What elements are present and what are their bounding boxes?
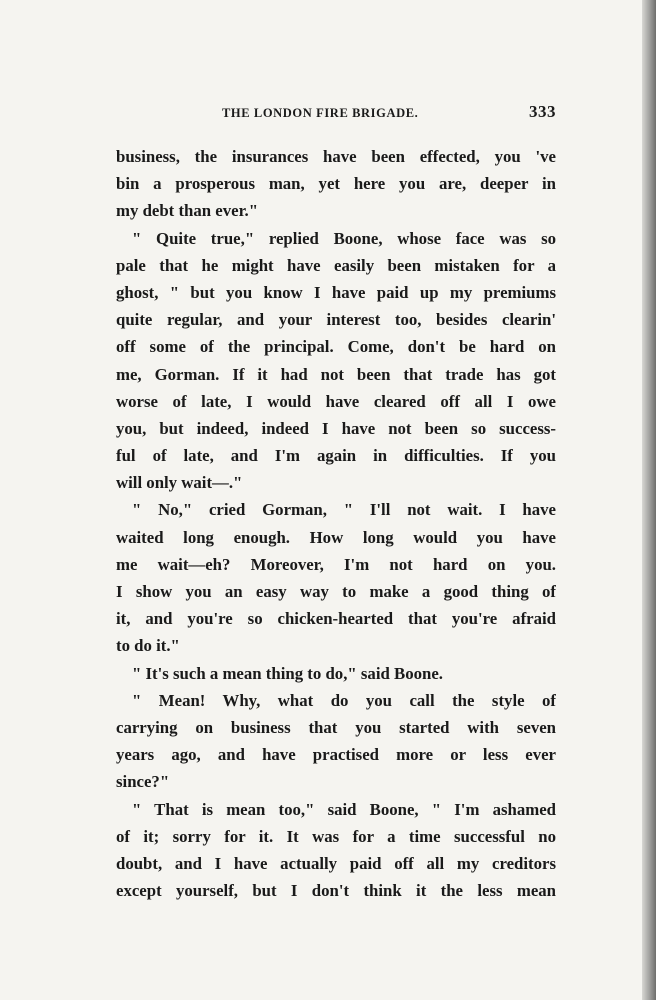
text-line: " Mean! Why, what do you call the style of bbox=[132, 690, 556, 710]
text-line: me wait—eh? Moreover, I'm not hard on you. bbox=[116, 554, 556, 574]
body-text bbox=[116, 143, 556, 904]
text-line: " It's such a mean thing to do," said Boone. bbox=[132, 663, 443, 683]
text-line: years ago, and have practised more or less ever bbox=[116, 745, 556, 765]
text-line: off some of the principal. Come, don't be hard on bbox=[116, 337, 556, 357]
text-line: to do it." bbox=[116, 636, 180, 656]
text-line: carrying on business that you started with seven bbox=[116, 717, 556, 737]
text-line: will only wait—." bbox=[116, 473, 243, 493]
text-line: " That is mean too," said Boone, " I'm ashamed bbox=[132, 799, 556, 819]
text-line: I show you an easy way to make a good thing of bbox=[116, 582, 556, 601]
text-line: ghost, " but you know I have paid up my premiums bbox=[116, 282, 556, 302]
text-line: doubt, and I have actually paid off all my creditors bbox=[116, 853, 556, 873]
text-line: waited long enough. How long would you have bbox=[116, 527, 556, 547]
text-line: me, Gorman. If it had not been that trade has got bbox=[116, 364, 556, 384]
text-line: " No," cried Gorman, " I'll not wait. I have bbox=[132, 500, 556, 520]
running-head: THE LONDON FIRE BRIGADE. bbox=[222, 106, 419, 120]
text-line: it, and you're so chicken-hearted that you're afraid bbox=[116, 609, 556, 629]
text-line: quite regular, and your interest too, besides clearin' bbox=[116, 310, 556, 330]
text-line: worse of late, I would have cleared off all I owe bbox=[116, 391, 556, 411]
text-line: of it; sorry for it. It was for a time successful no bbox=[116, 826, 556, 846]
text-line: except yourself, but I don't think it the less mean bbox=[116, 881, 556, 901]
text-line: bin a prosperous man, yet here you are, deeper in bbox=[116, 174, 556, 194]
page-edge-shadow bbox=[642, 0, 656, 1000]
text-line: my debt than ever." bbox=[116, 201, 259, 221]
text-line: business, the insurances have been effected, you 've bbox=[116, 147, 556, 166]
text-line: since?" bbox=[116, 772, 170, 792]
text-line: ful of late, and I'm again in difficulties. If you bbox=[116, 446, 556, 466]
text-line: pale that he might have easily been mistaken for a bbox=[116, 255, 556, 275]
text-line: " Quite true," replied Boone, whose face was so bbox=[132, 228, 556, 248]
text-line: you, but indeed, indeed I have not been so success- bbox=[116, 418, 556, 438]
page-header bbox=[108, 100, 556, 128]
page-number: 333 bbox=[529, 102, 556, 121]
